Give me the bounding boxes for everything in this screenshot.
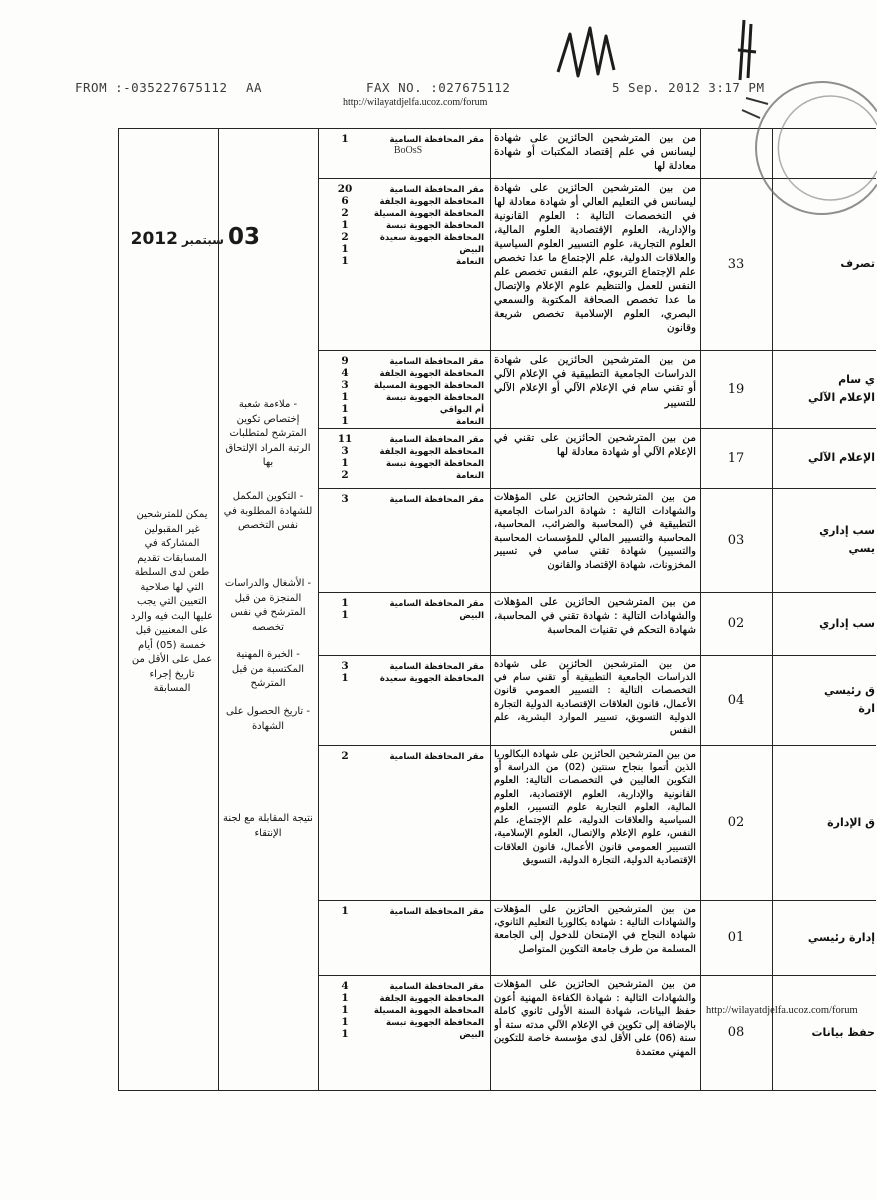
location-entry [330,750,486,762]
rank-name-line: تصرف [840,257,875,270]
rank-name [774,976,875,1089]
post-count: 1 [341,415,349,426]
location-name: مقر المحافظة السامية [389,185,484,195]
location-name: المحافظة الجهوية تبسة [385,393,484,403]
location-entry [330,195,486,207]
post-count: 1 [341,133,349,145]
location-list [320,355,486,426]
post-count: 4 [341,980,349,992]
table-column-rule [490,128,491,1090]
conditions-text: من بين المترشحين الحائزين على شهادة الدراسات الجامعية التطبيقية في الإعلام الآلي أو تقني سام في الإعلام الآلي أو الإعلام الآلي للتسيير [494,354,696,409]
rank-name [774,351,875,427]
location-list [320,597,486,653]
location-name: المحافظة الجهوية الجلفة [379,369,484,379]
appeal-note: يمكن للمترشحين غير المقبولين المشاركة في المسابقات تقديم طعن لدى السلطة التي لها صلاحية التعيين التي يجب عليها البث فيه والرد على المعنيين قبل خمسة (05) أيام عمل على الأقل من تاريخ إجراء المسابقة [131,509,213,694]
location-name: البيض [459,1030,484,1040]
selection-criterion: - الأشغال والدراسات المنجزة من قبل المترشح في نفس تخصصه [224,578,312,633]
rank-name [774,489,875,591]
rank-name-line: إدارة رئيسي [807,930,875,944]
date-stamp-year: 2012 [130,229,178,249]
conditions-text: من بين المترشحين الحائزين على المؤهلات والشهادات التالية : شهادة الدراسات الجامعية التطبيقية في (المحاسبة والضرائب، المحاسبة، المحاسبة والتسيير المالي للمؤسسات المحاسبة والتسيير) شهادة تقني سامي في تسيير المخزونات، شهادة الإقتصاد والقانون [494,492,696,571]
rank-name [774,656,875,744]
post-count: 1 [341,391,349,403]
date-stamp-day: 03 [227,224,260,250]
posts-total: 02 [727,815,745,830]
location-name: مقر المحافظة السامية [389,752,484,762]
location-entry [330,355,486,367]
fax-number: FAX NO. :027675112 [366,80,511,95]
post-count: 2 [341,207,349,219]
location-entry [330,609,486,621]
selection-criterion: - التكوين المكمل للشهادة المطلوبة في نفس التخصص [223,491,313,531]
location-entry [330,391,486,403]
location-entry [330,660,486,672]
location-name: المحافظة الجهوية تبسة [385,221,484,231]
posts-total: 02 [727,616,745,631]
conditions-text: من بين المترشحين الحائزين على المؤهلات والشهادات التالية : شهادة بكالوريا التعليم الثانوي، شهادة النجاح في الإمتحان للدخول إلى الجامعة المسلمة من طرف جامعة التكوين المتواصل [494,904,696,955]
selection-criterion: نتيجة المقابلة مع لجنة الإنتقاء [223,813,313,839]
post-count: 3 [341,493,349,505]
post-count: 1 [341,1004,349,1016]
post-count: 2 [341,750,349,762]
pen-scribble-mark [742,98,768,118]
location-entry [330,379,486,391]
pen-scribble-mark [558,28,614,76]
scan-artifact-text: BoOsS [393,145,423,156]
location-list [320,750,486,898]
rank-name-line: الإعلام الآلي [808,391,875,404]
location-entry [330,1028,486,1040]
location-entry [330,219,486,231]
post-count: 1 [341,597,349,609]
post-count: 4 [341,367,349,379]
rank-name [774,901,875,974]
location-entry [330,367,486,379]
posts-total: 19 [727,381,745,397]
post-count: 1 [341,457,349,469]
location-name: المحافظة الجهوية المسيلة [373,1006,484,1016]
posts-total: 04 [727,692,745,708]
location-entry [330,243,486,255]
location-name: مقر المحافظة السامية [389,662,484,672]
location-name: المحافظة الجهوية سعيدة [379,233,484,243]
location-entry [330,597,486,609]
rank-name-line: ارة [858,702,875,715]
location-entry [330,183,486,195]
posts-total: 17 [727,450,745,466]
rank-name-line: الإعلام الآلي [808,451,875,464]
location-entry [330,905,486,917]
location-name: المحافظة الجهوية الجلفة [379,197,484,207]
post-count: 3 [341,445,349,457]
location-name: المحافظة الجهوية سعيدة [379,674,484,684]
location-name: مقر المحافظة السامية [389,435,484,445]
location-name: مقر المحافظة السامية [389,907,484,917]
conditions-text: من بين المترشحين الحائزين على شهادة البكالوريا الذين أتموا بنجاح سنتين (02) من الدراسة أو التكوين العاليين في التخصصات التالية: العلوم القانونية والإدارية، العلوم الإقتصادية، العلوم المالية، العلوم التجارية علوم التسيير، العلوم السياسية والعلاقات الدولية، علم الإجتماع، علم النفس، علوم الإعلام والإتصال، العلوم الإسلامية، التسيير العمومي قانون الأعمال، قانون العلاقات الإقتصادية الدولية، التجارة الدولية، التسويق [494,749,696,866]
location-name: أم البواقي [439,405,484,415]
posts-total: 03 [727,532,745,548]
location-list [320,980,486,1088]
location-name: المحافظة الجهوية الجلفة [379,994,484,1004]
location-entry [330,1016,486,1028]
table-column-rule [118,128,119,1090]
date-stamp-month: سبتمبر [181,233,224,247]
rank-name [774,179,875,349]
post-count: 1 [341,905,349,917]
location-name: مقر المحافظة السامية [389,495,484,505]
rank-name [774,593,875,654]
location-entry [330,403,486,415]
location-name: مقر المحافظة السامية [389,599,484,609]
conditions-text: من بين المترشحين الحائزين على المؤهلات والشهادات التالية : شهادة الكفاءة المهنية أعون حفظ البيانات، شهادة السنة الأولى ثانوي كاملة بالإضافة إلى تكوين في الإعلام الآلي مدته ستة أو سنة (06) على الأقل لدى مؤسسة خاصة للتكوين المهني معتمدة [494,979,696,1058]
table-column-rule [772,128,773,1090]
location-name: النعامة [456,257,484,267]
rank-name-line: حفظ بيانات [811,1025,875,1039]
location-list [320,905,486,973]
posts-total: 08 [727,1025,745,1040]
table-row-rule [118,128,876,129]
location-entry [330,1004,486,1016]
location-entry [330,672,486,684]
post-count: 3 [341,379,349,391]
post-count: 1 [341,609,349,621]
posts-total: 33 [727,256,745,272]
post-count: 11 [337,433,353,445]
post-count: 1 [341,403,349,415]
location-name: البيض [459,245,484,255]
selection-criterion: - ملاءمة شعبة إختصاص تكوين المترشح لمتطلبات الرتبة المراد الإلتحاق بها [225,399,311,468]
conditions-text: من بين المترشحين الحائزين على شهادة ليسانس في التعليم العالي أو شهادة معادلة لها في التخصصات التالية : العلوم القانونية والإدارية، العلوم الإقتصادية العلوم المالية، العلوم التجارية، علوم التسيير العلوم السياسية والعلاقات الدولية، علم الإجتماع ما عدا تخصص علم الإجتماع التربوي، علم النفس تخصص علم النفس للعمل والتنظيم علوم الإعلام والإتصال ما عدا تخصص الصحافة المكتوبة والسمعي البصري، العلوم الإسلامية تخصص شريعة وقانون [494,182,696,335]
watermark-url: http://wilayatdjelfa.ucoz.com/forum [706,1005,858,1016]
location-entry [330,415,486,426]
location-entry [330,457,486,469]
location-name: النعامة [456,471,484,481]
conditions-text: من بين المترشحين الحائزين على تقني في الإعلام الآلي أو شهادة معادلة لها [494,432,696,459]
location-entry [330,255,486,267]
location-name: البيض [459,611,484,621]
posts-total: 01 [727,930,745,945]
selection-criterion: - الخبرة المهنية المكتسبة من قبل المترشح [231,649,305,689]
conditions-text: من بين المترشحين الحائزين على شهادة الدراسات الجامعية التطبيقية أو تقني سام في التخصصات التالية : التسيير العمومي قانون الأعمال، قانون العلاقات الإقتصادية الدولية التجارة الدولية التسويق، تسيير الموارد البشرية، علم النفس [494,659,696,737]
location-name: مقر المحافظة السامية [389,982,484,992]
pen-scribble-mark [738,20,756,80]
rank-name-line: ق الإدارة [827,815,875,829]
post-count: 1 [341,243,349,255]
conditions-text: من بين المترشحين الحائزين على شهادة ليسانس في علم إقتصاد المكتبات أو شهادة معادلة لها [494,132,696,173]
location-entry [330,992,486,1004]
post-count: 6 [341,195,349,207]
location-entry [330,493,486,505]
post-count: 1 [341,672,349,684]
rank-name-line: يسي [848,542,875,555]
rank-name [774,429,875,487]
location-name: المحافظة الجهوية تبسة [385,1018,484,1028]
rank-name-line: ق رئيسي [824,684,875,697]
post-count: 1 [341,1028,349,1040]
location-list [320,433,486,486]
rank-name [774,746,875,899]
table-bottom-rule [118,1090,876,1091]
location-entry [330,231,486,243]
post-count: 1 [341,1016,349,1028]
location-entry [330,445,486,457]
table-column-rule [318,128,319,1090]
location-name: المحافظة الجهوية المسيلة [373,381,484,391]
location-entry [330,433,486,445]
post-count: 3 [341,660,349,672]
rank-name-line: سب إداري [819,524,875,537]
source-url: http://wilayatdjelfa.ucoz.com/forum [343,97,488,108]
selection-criterion: - تاريخ الحصول على الشهادة [225,706,311,732]
post-count: 1 [341,255,349,267]
location-name: المحافظة الجهوية تبسة [385,459,484,469]
date-stamp [124,224,260,250]
location-name: مقر المحافظة السامية [389,357,484,367]
location-entry [330,469,486,481]
location-list [320,133,486,176]
location-entry [330,133,486,145]
location-entry [330,207,486,219]
location-name: المحافظة الجهوية الجلفة [379,447,484,457]
rank-name-line: ي سام [838,373,875,386]
fax-datetime: 5 Sep. 2012 3:17 PM [612,80,765,95]
table-column-rule [218,128,219,1090]
location-list [320,660,486,743]
location-list [320,183,486,348]
post-count: 1 [341,992,349,1004]
fax-sender-tag: AA [246,80,263,95]
location-list [320,493,486,590]
post-count: 20 [337,183,353,195]
post-count: 2 [341,231,349,243]
rank-name-line: سب إداري [819,616,875,630]
location-name: المحافظة الجهوية المسيلة [373,209,484,219]
fax-sender-number: FROM :-035227675112 [75,80,228,95]
location-name: النعامة [456,417,484,426]
location-name: مقر المحافظة السامية [389,135,484,145]
post-count: 2 [341,469,349,481]
post-count: 9 [341,355,349,367]
location-entry [330,980,486,992]
post-count: 1 [341,219,349,231]
conditions-text: من بين المترشحين الحائزين على المؤهلات والشهادات التالية : شهادة تقني في المحاسبة، شهادة التحكم في تقنيات المحاسبة [494,596,696,637]
